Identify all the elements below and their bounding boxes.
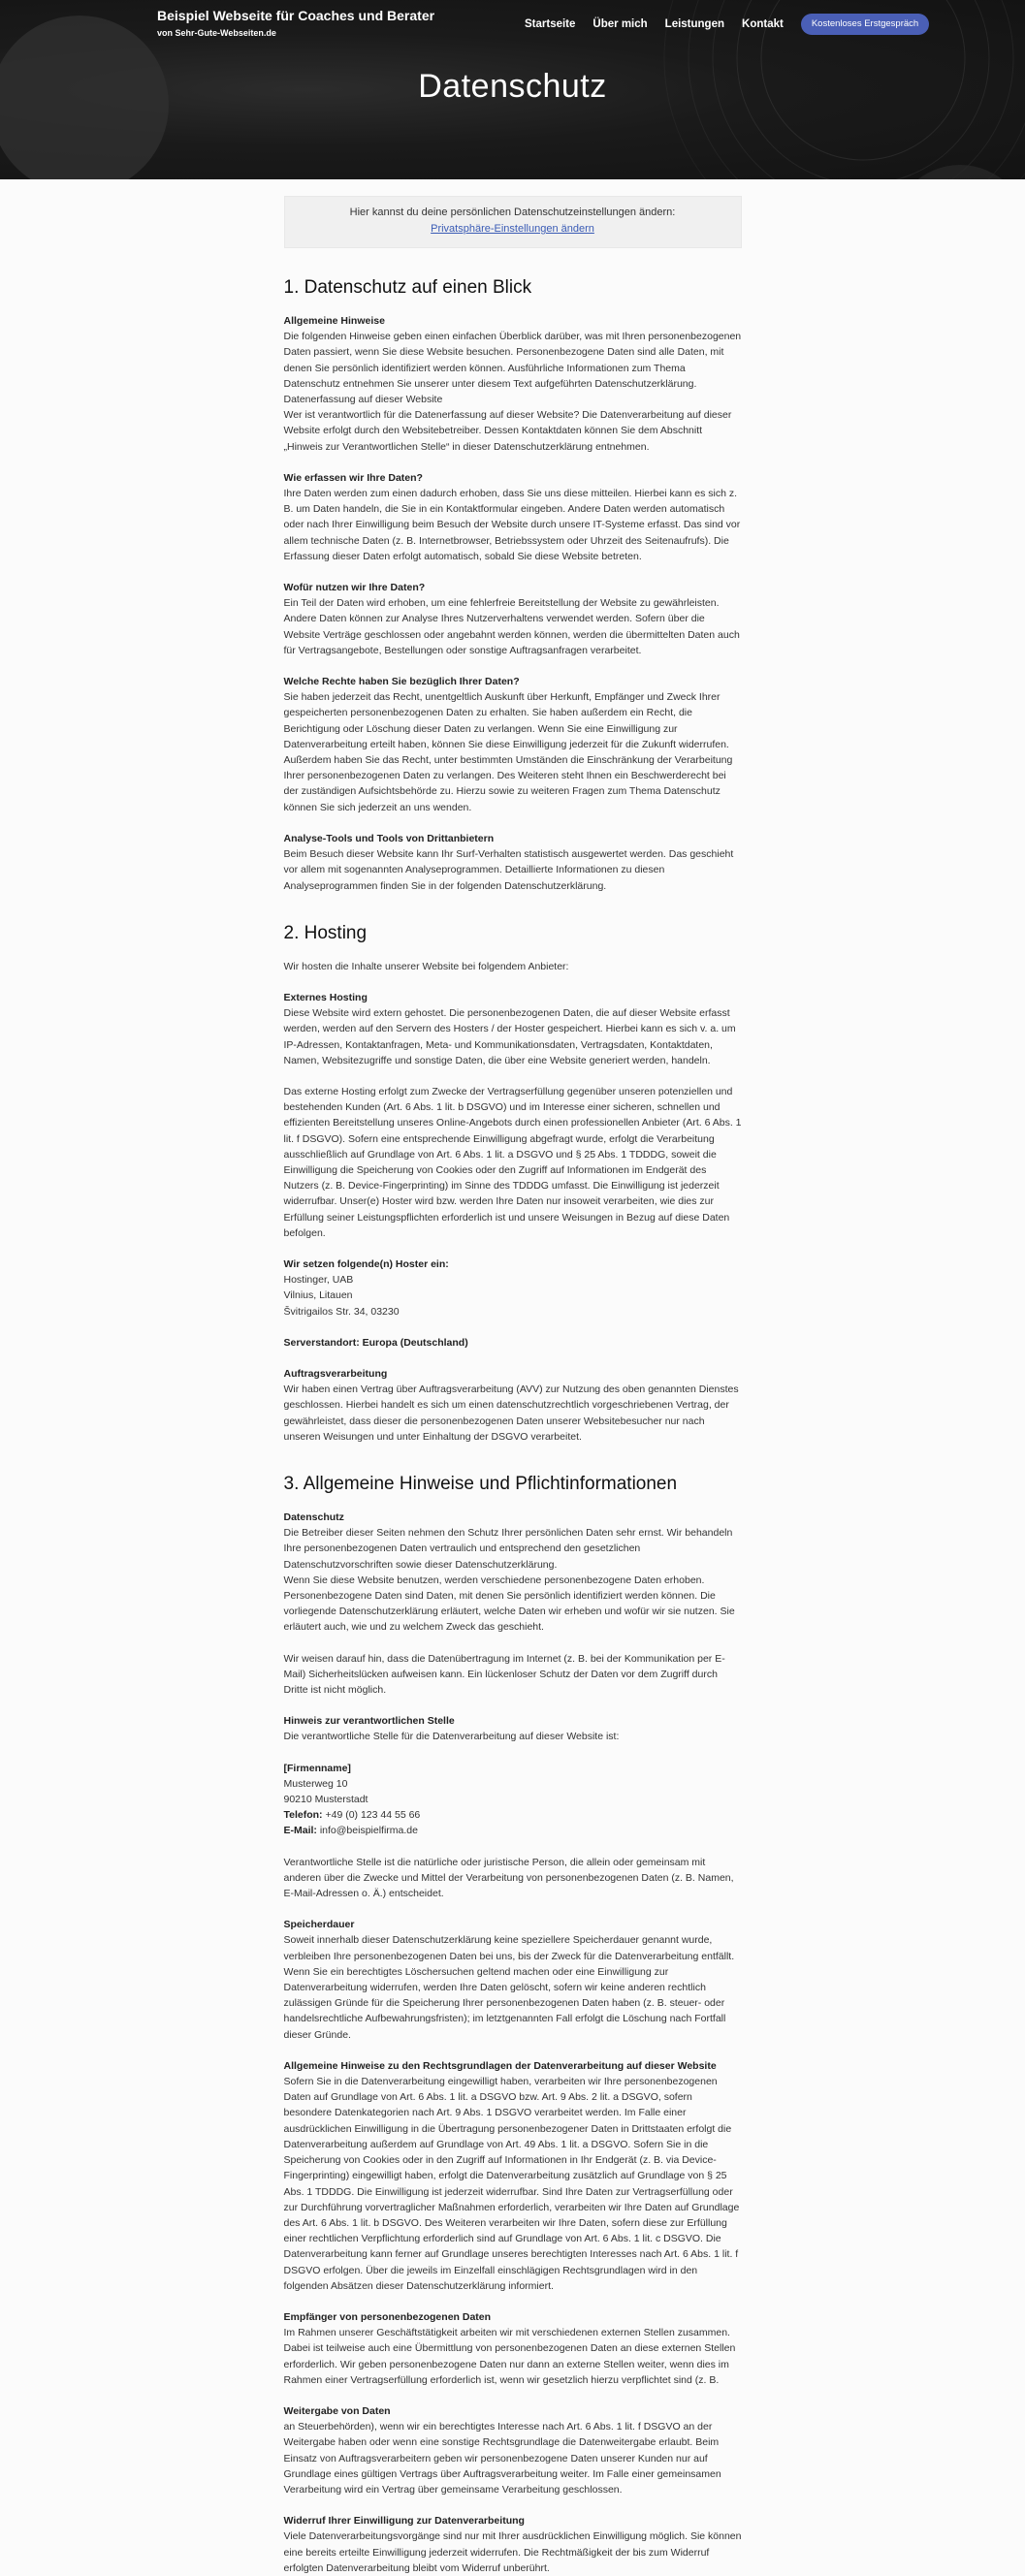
body-text: Die Betreiber dieser Seiten nehmen den Schutz Ihrer persönlichen Daten sehr ernst. Wir behandeln Ihre personenbezogenen Daten vertraulich und entsprechend den gesetzlichen Datenschutzvorschriften sowie dieser Datenschutzerklärung. bbox=[283, 1527, 733, 1571]
body-text: Sofern Sie in die Datenverarbeitung eingewilligt haben, verarbeiten wir Ihre personenbezogenen Daten auf Grundlage von Art. 6 Abs. 1 lit. a DSGVO bzw. Art. 9 Abs. 2 lit. a DSGVO, sofern besondere Datenkategorien nach Art. 9 Abs. 1 DSGVO verarbeitet werden. Im Falle einer ausdrücklichen Einwilligung in die Übertragung personenbezogener Daten in Drittstaaten erfolgt die Datenverarbeitung außerdem auf Grundlage von Art. 49 Abs. 1 lit. a DSGVO. Sofern Sie in die Speicherung von Cookies oder in den Zugriff auf Informationen in Ihr Endgerät (z. B. via Device-Fingerprinting) eingewilligt haben, erfolgt die Datenverarbeitung zusätzlich auf Grundlage von § 25 Abs. 1 TDDDG. Die Einwilligung ist jederzeit widerrufbar. Sind Ihre Daten zur Vertragserfüllung oder zur Durchführung vorvertraglicher Maßnahmen erforderlich, verarbeiten wir Ihre Daten auf Grundlage des Art. 6 Abs. 1 lit. b DSGVO. Des Weiteren verarbeiten wir Ihre Daten, sofern diese zur Erfüllung einer rechtlichen Verpflichtung erforderlich sind auf Grundlage von Art. 6 Abs. 1 lit. c DSGVO. Die Datenverarbeitung kann ferner auf Grundlage unseres berechtigten Interesses nach Art. 6 Abs. 1 lit. f DSGVO erfolgen. Über die jeweils im Einzelfall einschlägigen Rechtsgrundlagen wird in den folgenden Absätzen dieser Datenschutzerklärung informiert. bbox=[283, 2076, 740, 2292]
paragraph: Verantwortliche Stelle ist die natürliche oder juristische Person, die allein oder gemeinsam mit anderen über die Zwecke und Mittel der Verarbeitung von personenbezogenen Daten (z. B. Namen, E-Mail-Adressen o. Ä.) entscheidet. bbox=[283, 1856, 734, 1900]
subheading: Analyse-Tools und Tools von Drittanbietern bbox=[283, 832, 495, 844]
body-text: Wer ist verantwortlich für die Datenerfassung auf dieser Website? Die Datenverarbeitung auf dieser Website erfolgt durch den Websitebetreiber. Dessen Kontaktdaten können Sie dem Abschnitt „Hinweis zur Verantwortlichen Stelle“ in dieser Datenschutzerklärung entnehmen. bbox=[283, 409, 732, 453]
hoster-line: Švitrigailos Str. 34, 03230 bbox=[283, 1305, 400, 1318]
hoster-line: Vilnius, Litauen bbox=[283, 1289, 353, 1302]
hoster-line: Hostinger, UAB bbox=[283, 1274, 354, 1287]
section-2 bbox=[284, 959, 742, 1445]
phone-value: +49 (0) 123 44 55 66 bbox=[325, 1809, 421, 1822]
subheading: Weitergabe von Daten bbox=[283, 2404, 391, 2417]
paragraph bbox=[284, 674, 742, 815]
nav-leistungen[interactable]: Leistungen bbox=[664, 18, 725, 30]
body-text: Wenn Sie diese Website benutzen, werden verschiedene personenbezogene Daten erhoben. Personenbezogene Daten sind Daten, mit denen Sie persönlich identifiziert werden können. Die vorliegende Datenschutzerklärung erläutert, welche Daten wir erheben und wofür wir sie nutzen. Sie erläutert auch, wie und zu welchem Zweck das geschieht. bbox=[283, 1574, 735, 1634]
paragraph bbox=[284, 2403, 742, 2497]
main-nav bbox=[525, 14, 929, 35]
paragraph bbox=[284, 313, 742, 455]
paragraph bbox=[284, 1713, 742, 1744]
subheading: Auftragsverarbeitung bbox=[283, 1367, 388, 1380]
body-text: Im Rahmen unserer Geschäftstätigkeit arbeiten wir mit verschiedenen externen Stellen zusammen. Dabei ist teilweise auch eine Übermittlung von personenbezogenen Daten an diese externen Stellen erforderlich. Wir geben personenbezogene Daten nur dann an externe Stellen weiter, wenn dies im Rahmen einer Vertragserfüllung erforderlich ist, wenn wir gesetzlich hierzu verpflichtet sind (z. B. bbox=[283, 2327, 736, 2386]
body-text: Soweit innerhalb dieser Datenschutzerklärung keine speziellere Speicherdauer genannt wurde, verbleiben Ihre personenbezogenen Daten bei uns, bis der Zweck für die Datenverarbeitung entfällt. Wenn Sie ein berechtigtes Löschersuchen geltend machen oder eine Einwilligung zur Datenverarbeitung widerrufen, werden Ihre Daten gelöscht, sofern wir keine anderen rechtlich zulässigen Gründe für die Speicherung Ihrer personenbezogenen Daten haben (z. B. steuer- oder handelsrechtliche Aufbewahrungsfristen); im letztgenannten Fall erfolgt die Löschung nach Fortfall dieser Gründe. bbox=[283, 1934, 735, 2041]
body-text: Sie haben jederzeit das Recht, unentgeltlich Auskunft über Herkunft, Empfänger und Zweck Ihrer gespeicherten personenbezogenen Daten zu erhalten. Sie haben außerdem ein Recht, die Berichtigung oder Löschung dieser Daten zu verlangen. Wenn Sie eine Einwilligung zur Datenverarbeitung erteilt haben, können Sie diese Einwilligung jederzeit für die Zukunft widerrufen. Außerdem haben Sie das Recht, unter bestimmten Umständen die Einschränkung der Verarbeitung Ihrer personenbezogenen Daten zu verlangen. Des Weiteren steht Ihnen ein Beschwerderecht bei der zuständigen Aufsichtsbehörde zu. Hierzu sowie zu weiteren Fragen zum Thema Datenschutz können Sie sich jederzeit an uns wenden. bbox=[283, 691, 733, 813]
body-text: Die folgenden Hinweise geben einen einfachen Überblick darüber, was mit Ihren personenbezogenen Daten passiert, wenn Sie diese Website besuchen. Personenbezogene Daten sind alle Daten, mit denen Sie persönlich identifiziert werden können. Ausführliche Informationen zum Thema Datenschutz entnehmen Sie unserer unter diesem Text aufgeführten Datenschutzerklärung. Datenerfassung auf dieser Website bbox=[283, 331, 742, 406]
email-value: info@beispielfirma.de bbox=[319, 1825, 418, 1837]
paragraph bbox=[284, 1335, 742, 1351]
paragraph bbox=[284, 2309, 742, 2388]
privacy-settings-link[interactable]: Privatsphäre-Einstellungen ändern bbox=[431, 223, 594, 235]
section-1 bbox=[284, 313, 742, 894]
paragraph bbox=[284, 1510, 742, 1636]
privacy-settings-box bbox=[284, 196, 742, 248]
paragraph bbox=[284, 1917, 742, 2043]
paragraph bbox=[284, 2058, 742, 2294]
section-3 bbox=[284, 1510, 742, 2576]
brand-subtitle: von Sehr-Gute-Webseiten.de bbox=[157, 28, 276, 38]
section-1-title: 1. Datenschutz auf einen Blick bbox=[283, 277, 532, 298]
paragraph bbox=[284, 1256, 742, 1320]
brand-logo-link[interactable] bbox=[157, 6, 434, 38]
subheading: Speicherdauer bbox=[283, 1919, 355, 1931]
subheading: Allgemeine Hinweise zu den Rechtsgrundlagen der Datenverarbeitung auf dieser Website bbox=[283, 2059, 717, 2072]
nav-startseite[interactable]: Startseite bbox=[525, 18, 576, 30]
subheading: Wir setzen folgende(n) Hoster ein: bbox=[283, 1257, 449, 1270]
subheading: Welche Rechte haben Sie bezüglich Ihrer Daten? bbox=[283, 676, 520, 688]
hero-header bbox=[0, 0, 1025, 179]
privacy-settings-text: Hier kannst du deine persönlichen Datenschutzeinstellungen ändern: bbox=[349, 207, 676, 218]
subheading: Allgemeine Hinweise bbox=[283, 315, 385, 327]
paragraph bbox=[284, 990, 742, 1068]
body-text: Viele Datenverarbeitungsvorgänge sind nur mit Ihrer ausdrücklichen Einwilligung möglich. Sie können eine bereits erteilte Einwilligung jederzeit widerrufen. Die Rechtmäßigkeit der bis zum Widerruf erfolgten Datenverarbeitung bleibt vom Widerruf unberührt. bbox=[283, 2530, 742, 2574]
subheading: Externes Hosting bbox=[283, 991, 368, 1003]
address-block bbox=[284, 1761, 742, 1839]
subheading: Wofür nutzen wir Ihre Daten? bbox=[283, 582, 426, 594]
paragraph bbox=[284, 831, 742, 894]
subheading: Datenschutz bbox=[283, 1511, 344, 1523]
paragraph bbox=[284, 1366, 742, 1445]
paragraph: Das externe Hosting erfolgt zum Zwecke der Vertragserfüllung gegenüber unseren potenziellen und bestehenden Kunden (Art. 6 Abs. 1 lit. b DSGVO) und im Interesse einer sicheren, schnellen und effizienten Bereitstellung unseres Online-Angebots durch einen professionellen Anbieter (Art. 6 Abs. 1 lit. f DSGVO). Sofern eine entsprechende Einwilligung abgefragt wurde, erfolgt die Verarbeitung ausschließlich auf Grundlage von Art. 6 Abs. 1 lit. a DSGVO und § 25 Abs. 1 TDDDG, soweit die Einwilligung die Speicherung von Cookies oder den Zugriff auf Informationen im Endgerät des Nutzers (z. B. Device-Fingerprinting) im Sinne des TDDDG umfasst. Die Einwilligung ist jederzeit widerrufbar. Unser(e) Hoster wird bzw. werden Ihre Daten nur insoweit verarbeiten, wie dies zur Erfüllung seiner Leistungspflichten erforderlich ist und unsere Weisungen in Bezug auf diese Daten befolgen. bbox=[283, 1085, 742, 1239]
section-3-title: 3. Allgemeine Hinweise und Pflichtinformationen bbox=[283, 1473, 678, 1494]
body-text: an Steuerbehörden), wenn wir ein berechtigtes Interesse nach Art. 6 Abs. 1 lit. f DSGVO an der Weitergabe haben oder wenn eine sonstige Rechtsgrundlage die Datenweitergabe erlaubt. Beim Einsatz von Auftragsverarbeitern geben wir personenbezogene Daten unserer Kunden nur auf Grundlage eines gültigen Vertrags über Auftragsverarbeitung weiter. Im Falle einer gemeinsamen Verarbeitung wird ein Vertrag über gemeinsame Verarbeitung geschlossen. bbox=[283, 2421, 721, 2496]
section-2-title: 2. Hosting bbox=[283, 922, 368, 943]
phone-label: Telefon: bbox=[283, 1809, 323, 1822]
paragraph: Wir hosten die Inhalte unserer Website bei folgendem Anbieter: bbox=[283, 960, 569, 972]
nav-kontakt[interactable]: Kontakt bbox=[742, 18, 784, 30]
firm-street: Musterweg 10 bbox=[283, 1777, 348, 1790]
body-text: Diese Website wird extern gehostet. Die personenbezogenen Daten, die auf dieser Website erfasst werden, werden auf den Servern des Hosters / der Hoster gespeichert. Hierbei kann es sich v. a. um IP-Adressen, Kontaktanfragen, Meta- und Kommunikationsdaten, Vertragsdaten, Kontaktdaten, Namen, Websitezugriffe und sonstige Daten, die über eine Website generiert werden, handeln. bbox=[283, 1007, 736, 1066]
nav-ueber-mich[interactable]: Über mich bbox=[593, 18, 648, 30]
page-title: Datenschutz bbox=[418, 68, 607, 105]
brand-title: Beispiel Webseite für Coaches und Berater bbox=[157, 8, 435, 23]
subheading: Wie erfassen wir Ihre Daten? bbox=[283, 471, 423, 484]
paragraph bbox=[284, 2513, 742, 2576]
paragraph bbox=[284, 580, 742, 658]
email-label: E-Mail: bbox=[283, 1825, 317, 1837]
main-content bbox=[284, 179, 742, 2576]
body-text: Wir haben einen Vertrag über Auftragsverarbeitung (AVV) zur Nutzung des oben genannten Dienstes geschlossen. Hierbei handelt es sich um einen datenschutzrechtlich vorgeschriebenen Vertrag, der gewährleistet, dass dieser die personenbezogenen Daten unserer Websitebesucher nur nach unseren Weisungen und unter Einhaltung der DSGVO verarbeitet. bbox=[283, 1383, 739, 1443]
paragraph: Wir weisen darauf hin, dass die Datenübertragung im Internet (z. B. bei der Kommunikation per E-Mail) Sicherheitslücken aufweisen kann. Ein lückenloser Schutz der Daten vor dem Zugriff durch Dritte ist nicht möglich. bbox=[283, 1652, 725, 1697]
paragraph bbox=[284, 470, 742, 564]
body-text: Beim Besuch dieser Website kann Ihr Surf-Verhalten statistisch ausgewertet werden. Das geschieht vor allem mit sogenannten Analyseprogrammen. Detaillierte Informationen zu diesen Analyseprogrammen finden Sie in der folgenden Datenschutzerklärung. bbox=[283, 848, 734, 892]
subheading: Empfänger von personenbezogenen Daten bbox=[283, 2310, 492, 2323]
cta-erstgespraech-button[interactable]: Kostenloses Erstgespräch bbox=[801, 14, 929, 35]
firm-name: [Firmenname] bbox=[283, 1762, 351, 1774]
subheading: Serverstandort: Europa (Deutschland) bbox=[283, 1336, 468, 1349]
firm-city: 90210 Musterstadt bbox=[283, 1794, 368, 1806]
body-text: Ihre Daten werden zum einen dadurch erhoben, dass Sie uns diese mitteilen. Hierbei kann es sich z. B. um Daten handeln, die Sie in ein Kontaktformular eingeben. Andere Daten werden automatisch oder nach Ihrer Einwilligung beim Besuch der Website durch unsere IT-Systeme erfasst. Das sind vor allem technische Daten (z. B. Internetbrowser, Betriebssystem oder Uhrzeit des Seitenaufrufs). Die Erfassung dieser Daten erfolgt automatisch, sobald Sie diese Website betreten. bbox=[283, 488, 741, 562]
subheading: Hinweis zur verantwortlichen Stelle bbox=[283, 1715, 455, 1728]
body-text: Ein Teil der Daten wird erhoben, um eine fehlerfreie Bereitstellung der Website zu gewährleisten. Andere Daten können zur Analyse Ihres Nutzerverhaltens verwendet werden. Sofern über die Website Verträge geschlossen oder angebahnt werden können, werden die übermittelten Daten auch für Vertragsangebote, Bestellungen oder sonstige Auftragsanfragen verarbeitet. bbox=[283, 597, 740, 656]
subheading: Widerruf Ihrer Einwilligung zur Datenverarbeitung bbox=[283, 2515, 525, 2528]
body-text: Die verantwortliche Stelle für die Datenverarbeitung auf dieser Website ist: bbox=[283, 1731, 620, 1743]
